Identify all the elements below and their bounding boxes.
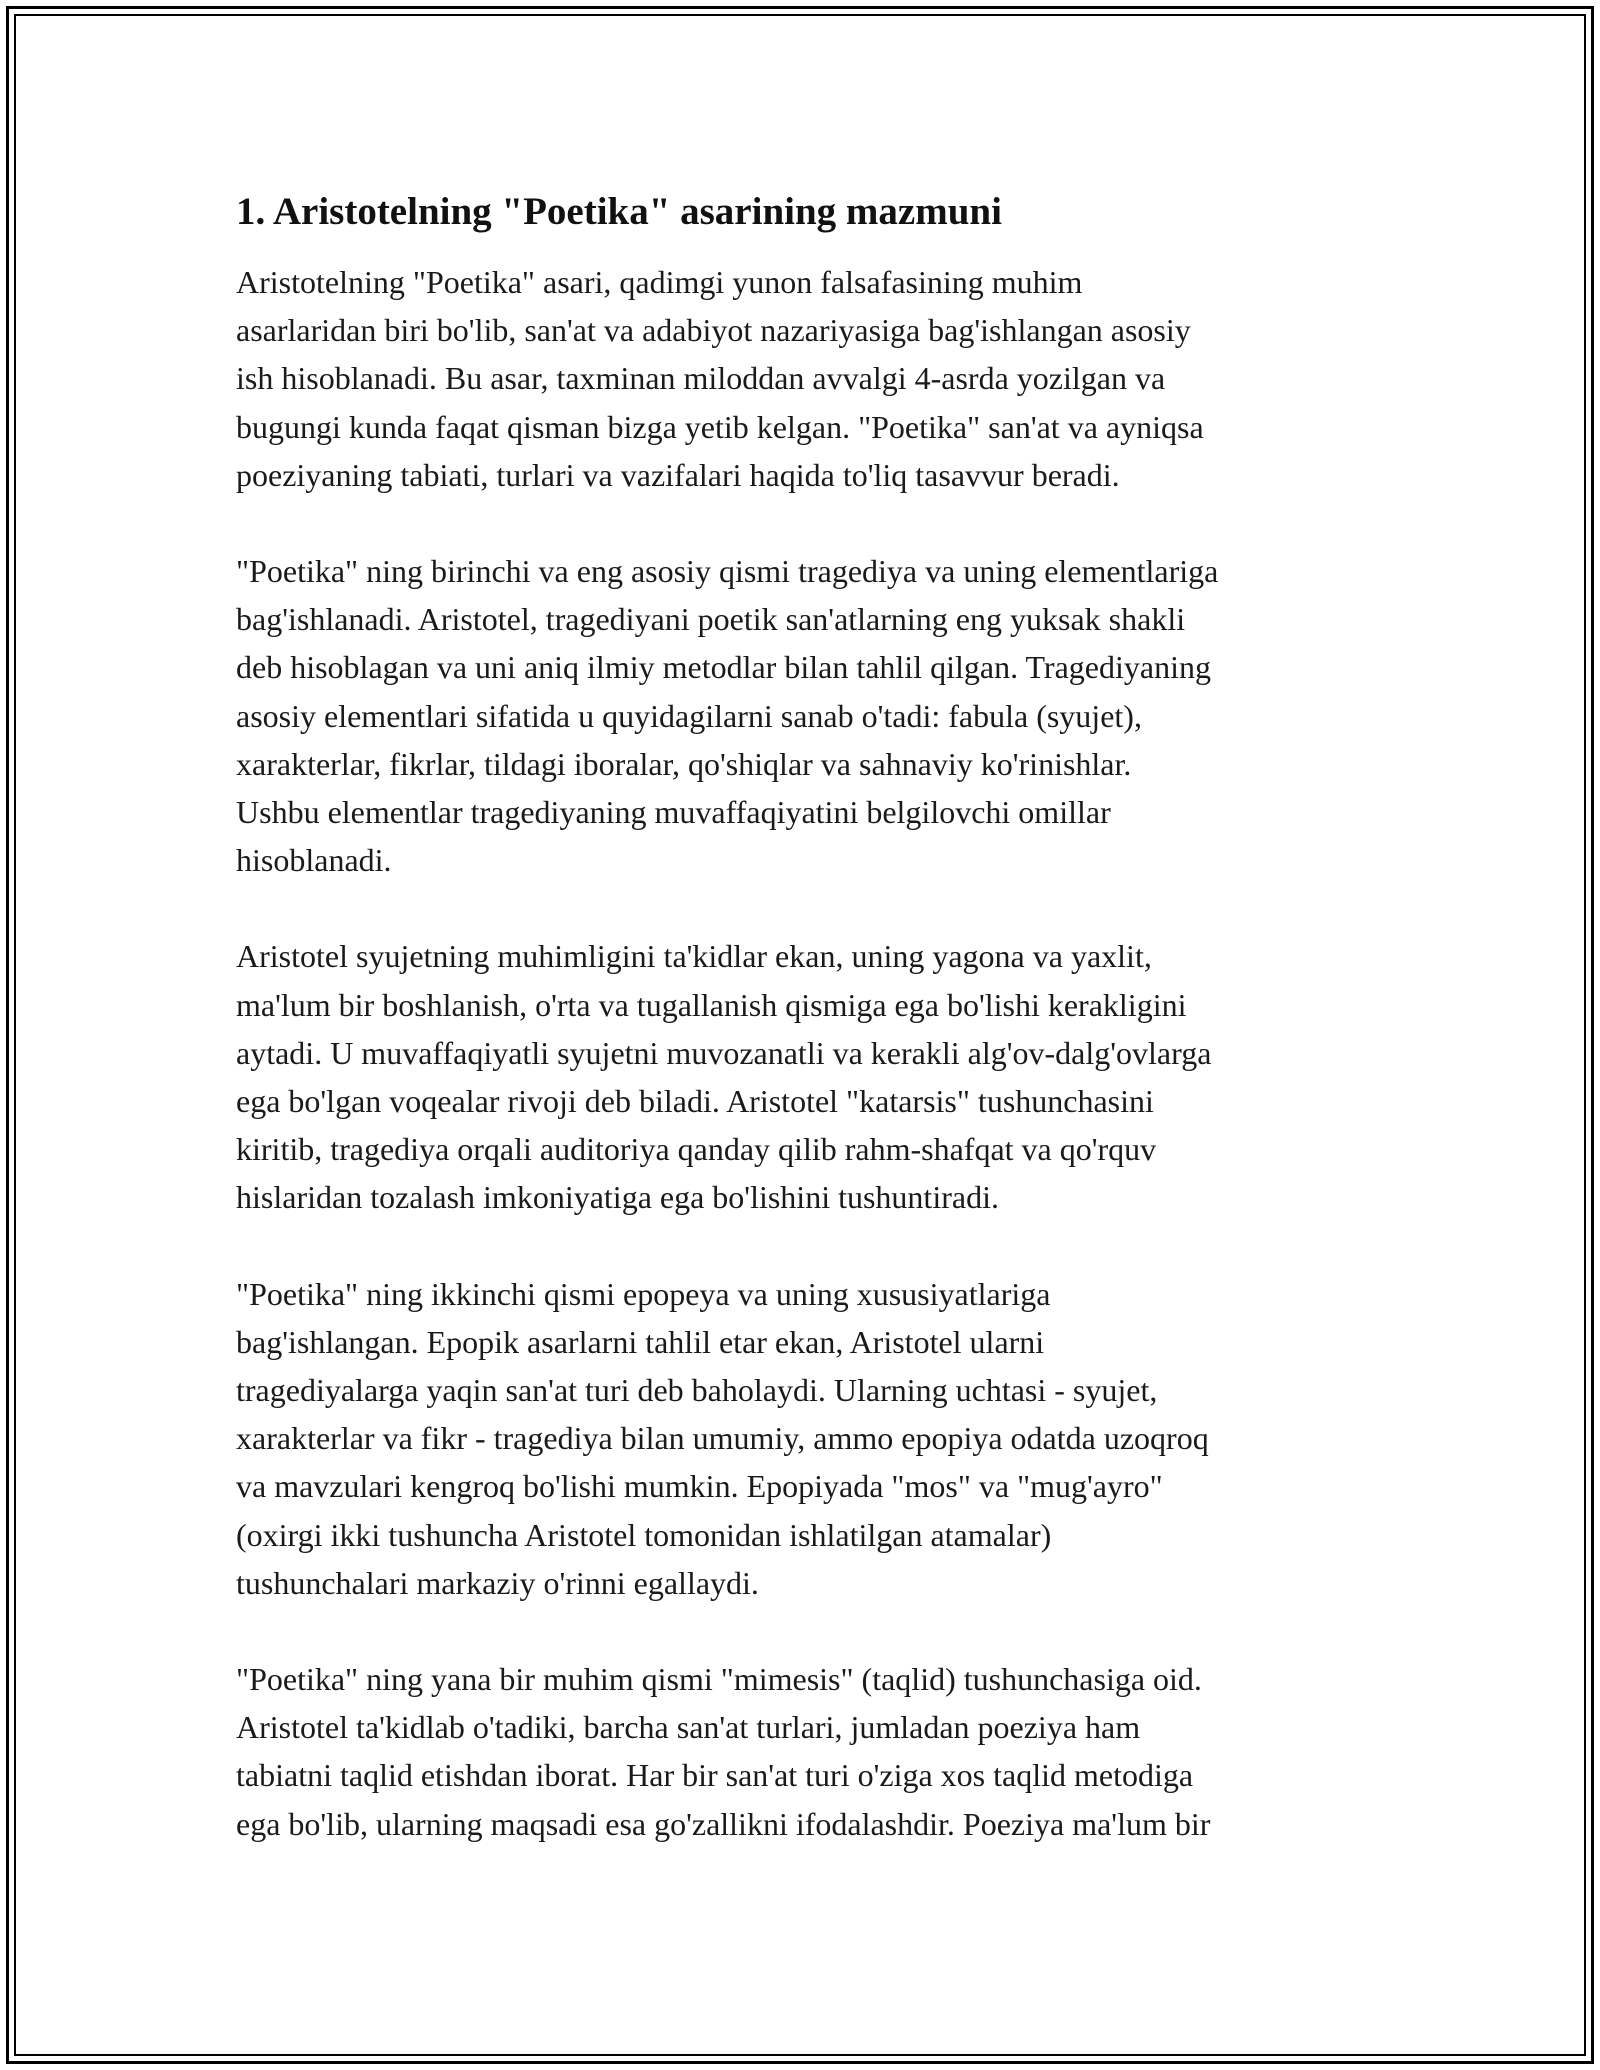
paragraph-4 — [236, 1270, 1366, 1607]
text-line: ish hisoblanadi. Bu asar, taxminan miloddan avvalgi 4-asrda yozilgan va — [236, 360, 1166, 397]
paragraph-5 — [236, 1655, 1366, 1848]
text-line: "Poetika" ning birinchi va eng asosiy qismi tragediya va uning elementlariga — [236, 553, 1219, 590]
text-line: deb hisoblagan va uni aniq ilmiy metodlar bilan tahlil qilgan. Tragediyaning — [236, 649, 1211, 686]
text-line: ma'lum bir boshlanish, o'rta va tugallanish qismiga ega bo'lishi kerakligini — [236, 986, 1187, 1023]
text-line: Aristotelning "Poetika" asari, qadimgi yunon falsafasining muhim — [236, 264, 1083, 300]
text-line: Aristotel ta'kidlab o'tadiki, barcha san'at turlari, jumladan poeziya ham — [236, 1709, 1141, 1746]
text-line: bag'ishlanadi. Aristotel, tragediyani poetik san'atlarning eng yuksak shakli — [236, 601, 1186, 638]
text-line: xarakterlar, fikrlar, tildagi iboralar, qo'shiqlar va sahnaviy ko'rinishlar. — [236, 745, 1132, 782]
text-line: asosiy elementlari sifatida u quyidagilarni sanab o'tadi: fabula (syujet), — [236, 697, 1142, 734]
text-line: (oxirgi ikki tushuncha Aristotel tomonidan ishlatilgan atamalar) — [236, 1516, 1052, 1553]
text-line: kiritib, tragediya orqali auditoriya qanday qilib rahm-shafqat va qo'rquv — [236, 1131, 1157, 1168]
paragraph-2 — [236, 547, 1366, 884]
text-line: hislaridan tozalash imkoniyatiga ega bo'lishini tushuntiradi. — [236, 1179, 999, 1216]
text-line: bag'ishlangan. Epopik asarlarni tahlil etar ekan, Aristotel ularni — [236, 1323, 1045, 1360]
text-line: poeziyaning tabiati, turlari va vazifalari haqida to'liq tasavvur beradi. — [236, 456, 1120, 493]
text-line: va mavzulari kengroq bo'lishi mumkin. Epopiyada "mos" va "mug'ayro" — [236, 1468, 1163, 1505]
text-line: asarlaridan biri bo'lib, san'at va adabiyot nazariyasiga bag'ishlangan asosiy — [236, 312, 1191, 349]
page-title: 1. Aristotelning "Poetika" asarining mazmuni — [236, 190, 1002, 233]
text-line: Aristotel syujetning muhimligini ta'kidlar ekan, uning yagona va yaxlit, — [236, 938, 1152, 975]
text-line: Ushbu elementlar tragediyaning muvaffaqiyatini belgilovchi omillar — [236, 794, 1111, 831]
text-line: aytadi. U muvaffaqiyatli syujetni muvozanatli va kerakli alg'ov-dalg'ovlarga — [236, 1034, 1212, 1071]
document-body — [236, 186, 1366, 1896]
text-line: tushunchalari markaziy o'rinni egallaydi. — [236, 1564, 759, 1601]
text-line: "Poetika" ning ikkinchi qismi epopeya va uning xususiyatlariga — [236, 1275, 1051, 1312]
text-line: ega bo'lgan voqealar rivoji deb biladi. Aristotel "katarsis" tushunchasini — [236, 1083, 1154, 1120]
text-line: tragediyalarga yaqin san'at turi deb baholaydi. Ularning uchtasi - syujet, — [236, 1372, 1158, 1409]
text-line: bugungi kunda faqat qisman bizga yetib kelgan. "Poetika" san'at va ayniqsa — [236, 408, 1204, 445]
paragraph-3 — [236, 932, 1366, 1221]
paragraph-1 — [236, 258, 1366, 499]
text-line: tabiatni taqlid etishdan iborat. Har bir san'at turi o'ziga xos taqlid metodiga — [236, 1757, 1194, 1794]
text-line: ega bo'lib, ularning maqsadi esa go'zallikni ifodalashdir. Poeziya ma'lum bir — [236, 1805, 1211, 1842]
text-line: "Poetika" ning yana bir muhim qismi "mimesis" (taqlid) tushunchasiga oid. — [236, 1661, 1202, 1698]
text-line: xarakterlar va fikr - tragediya bilan umumiy, ammo epopiya odatda uzoqroq — [236, 1420, 1209, 1457]
text-line: hisoblanadi. — [236, 842, 392, 879]
